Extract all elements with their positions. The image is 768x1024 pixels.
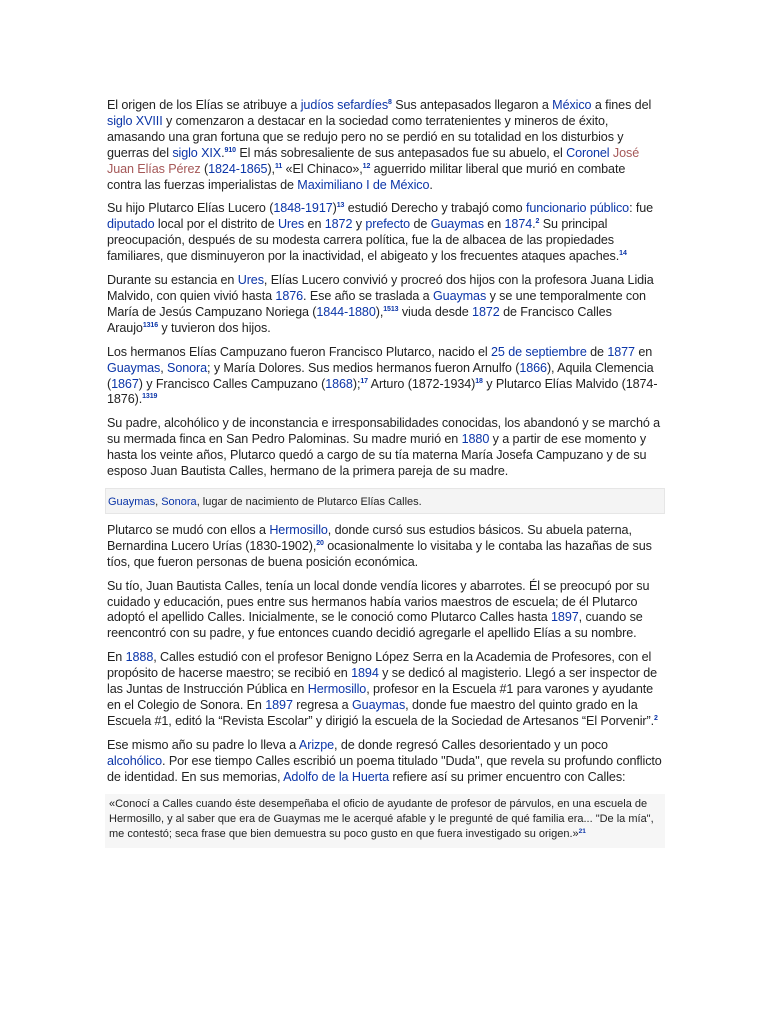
text: . xyxy=(221,145,225,160)
link-1897[interactable]: 1897 xyxy=(265,698,293,712)
text: ), Aquila Clemencia ( xyxy=(107,360,654,391)
paragraph-father xyxy=(107,201,663,265)
text: viuda desde xyxy=(398,304,473,319)
citation-17[interactable]: 17 xyxy=(360,377,368,385)
paragraph-ures xyxy=(107,273,663,337)
text: . xyxy=(429,177,433,192)
link-1868[interactable]: 1868 xyxy=(325,376,353,391)
link-1874[interactable]: 1874 xyxy=(504,217,533,232)
text: En xyxy=(107,650,126,665)
citation-13[interactable]: 13 xyxy=(336,202,345,210)
text: ); xyxy=(352,376,361,391)
link-guaymas[interactable]: Guaymas xyxy=(430,217,484,232)
link-1876[interactable]: 1876 xyxy=(275,288,304,303)
text: Su principal preocupación, después de su modesta carrera política, fue la de albacea de las propiedades familiares, que disminuyeron por la inactividad, el abigeato y los frecuentes ataques apaches. xyxy=(107,217,620,264)
text: «El Chinaco», xyxy=(282,161,363,176)
link-siglo-xix[interactable]: siglo XIX xyxy=(172,145,222,160)
citation-1316[interactable]: 1316 xyxy=(142,321,158,329)
text: Ese mismo año su padre lo lleva a xyxy=(107,737,299,752)
text: ocasionalmente lo visitaba y le contaba las hazañas de sus tíos, que fueron personas de buena posición económica. xyxy=(107,538,652,569)
text: refiere así su primer encuentro con Calles: xyxy=(389,769,626,784)
text: de xyxy=(410,217,431,232)
text: aguerrido militar liberal que murió en combate contra las fuerzas imperialistas de xyxy=(107,161,626,192)
link-25-de-septiembre[interactable]: 25 de septiembre xyxy=(491,344,587,359)
text: , donde fue maestro del quinto grado en la Escuela #1, editó la “Revista Escolar” y dirigió la escuela de la Sociedad de Artesanos “El Porvenir”. xyxy=(107,698,655,728)
paragraph-abandonment xyxy=(107,416,663,480)
text: y comenzaron a destacar en la sociedad como terratenientes y mineros de éxito, amasando una gran fortuna que se redujo pero no se perdió en su totalidad en los disturbios y guerras del xyxy=(107,113,624,160)
text: ) y Francisco Calles Campuzano ( xyxy=(138,376,326,391)
text: de xyxy=(586,344,608,359)
text: , cuando se reencontró con su padre, y fue entonces cuando decidió agregarle el apellido Elías a su nombre. xyxy=(107,610,643,641)
link-guaymas[interactable]: Guaymas xyxy=(107,360,161,375)
text: : fue xyxy=(629,201,654,216)
text: y se dedicó al magisterio. Llegó a ser inspector de las Juntas de Instrucción Pública en xyxy=(107,666,658,697)
link-prefecto[interactable]: prefecto xyxy=(365,217,411,232)
citation-910[interactable]: 910 xyxy=(224,146,236,154)
link-1880[interactable]: 1880 xyxy=(461,432,490,447)
link-sonora[interactable]: Sonora xyxy=(167,360,208,375)
link-ures[interactable]: Ures xyxy=(237,273,264,288)
paragraph-siblings xyxy=(107,345,663,409)
text: . xyxy=(532,217,536,232)
link-1848-1917[interactable]: 1848-1917 xyxy=(273,201,333,216)
text: Sus antepasados llegaron a xyxy=(391,98,553,112)
text: a fines del xyxy=(591,98,652,112)
text: de Francisco Calles Araujo xyxy=(107,304,612,335)
link-1866[interactable]: 1866 xyxy=(519,360,547,375)
citation-11[interactable]: 11 xyxy=(274,162,283,170)
text: . Por ese tiempo Calles escribió un poema titulado "Duda", que revela su profundo conflicto de identidad. En sus memorias, xyxy=(107,753,662,784)
citation-8[interactable]: 8 xyxy=(388,99,392,106)
text: y a partir de ese momento y hasta los veinte años, Plutarco quedó a cargo de su tía materna María Josefa Campuzano y de su esposo Juan Bautista Calles, hermano de la primera pareja de su madre. xyxy=(107,432,647,479)
link-adolfo-de-la-huerta[interactable]: Adolfo de la Huerta xyxy=(283,769,390,784)
text: , de donde regresó Calles desorientado y un poco xyxy=(334,737,608,752)
citation-18[interactable]: 18 xyxy=(475,377,483,385)
link-1824-1865[interactable]: 1824-1865 xyxy=(208,161,268,176)
citation-2[interactable]: 2 xyxy=(535,218,540,226)
blockquote xyxy=(105,794,665,848)
link-guaymas[interactable]: Guaymas xyxy=(351,698,406,712)
link-maximiliano[interactable]: Maximiliano I de México xyxy=(297,177,430,192)
text: El más sobresaliente de sus antepasados fue su abuelo, el xyxy=(235,145,567,160)
link-1872[interactable]: 1872 xyxy=(472,304,500,319)
link-jose-juan-elias-perez[interactable]: José Juan Elías Pérez xyxy=(107,145,640,176)
text: Arturo (1872-1934) xyxy=(367,376,476,391)
citation-1513[interactable]: 1513 xyxy=(383,305,399,313)
link-coronel[interactable]: Coronel xyxy=(566,145,610,160)
citation-14[interactable]: 14 xyxy=(619,250,627,258)
link-1867[interactable]: 1867 xyxy=(111,376,139,391)
text: y tuvieron dos hijos. xyxy=(158,320,271,335)
article-body xyxy=(107,98,663,848)
link-1897[interactable]: 1897 xyxy=(551,610,579,625)
link-siglo-xviii[interactable]: siglo XVIII xyxy=(107,113,163,128)
text: y xyxy=(352,217,366,232)
text: Su padre, alcohólico y de inconstancia e irresponsabilidades conocidas, los abandonó y se marchó a su mermada finca en San Pedro Palominas. Su madre murió en xyxy=(107,416,661,447)
text: regresa a xyxy=(292,698,352,712)
text: Durante su estancia en xyxy=(107,273,238,288)
text: en xyxy=(634,344,653,359)
text: , xyxy=(160,360,168,375)
citation-2[interactable]: 2 xyxy=(654,714,658,722)
text: , xyxy=(155,495,162,508)
text: ; y María Dolores. Sus medios hermanos fueron Arnulfo ( xyxy=(207,360,520,375)
link-1888[interactable]: 1888 xyxy=(125,650,154,665)
citation-20[interactable]: 20 xyxy=(316,539,324,547)
text: , Calles estudió con el profesor Benigno López Serra en la Academia de Profesores, con el propósito de hacerse maestro; se recibió en xyxy=(107,650,652,681)
image-caption xyxy=(105,488,665,514)
link-1872[interactable]: 1872 xyxy=(324,217,353,232)
text: Plutarco se mudó con ellos a xyxy=(107,522,270,537)
citation-12[interactable]: 12 xyxy=(362,162,371,170)
text: Los hermanos Elías Campuzano fueron Francisco Plutarco, nacido el xyxy=(107,344,492,359)
link-mexico[interactable]: México xyxy=(552,98,592,112)
link-hermosillo[interactable]: Hermosillo xyxy=(269,522,328,537)
text: ) xyxy=(332,201,337,216)
text: en xyxy=(304,217,325,232)
link-sonora[interactable]: Sonora xyxy=(161,495,197,508)
link-guaymas[interactable]: Guaymas xyxy=(108,495,156,508)
link-1844-1880[interactable]: 1844-1880 xyxy=(316,304,376,319)
link-1894[interactable]: 1894 xyxy=(351,666,379,681)
citation-1319[interactable]: 1319 xyxy=(142,393,158,401)
link-diputado[interactable]: diputado xyxy=(107,217,155,232)
link-1877[interactable]: 1877 xyxy=(607,344,635,359)
paragraph-teacher xyxy=(107,650,663,730)
text: , profesor en la Escuela #1 para varones y ayudante en el Colegio de Sonora. En xyxy=(107,682,654,712)
paragraph-origin xyxy=(107,98,663,193)
text: ), xyxy=(267,161,275,176)
citation-21[interactable]: 21 xyxy=(578,827,586,835)
paragraph-arizpe xyxy=(107,738,663,786)
text: , donde cursó sus estudios básicos. Su abuela paterna, Bernardina Lucero Urías (1830-1902), xyxy=(107,522,632,553)
text: local por el distrito de xyxy=(154,217,278,232)
text: Su hijo Plutarco Elías Lucero ( xyxy=(107,201,274,216)
link-ures[interactable]: Ures xyxy=(277,217,305,232)
text: y Plutarco Elías Malvido (1874-1876). xyxy=(107,376,658,407)
text: estudió Derecho y trabajó como xyxy=(344,201,526,216)
link-hermosillo[interactable]: Hermosillo xyxy=(307,682,367,697)
link-guaymas[interactable]: Guaymas xyxy=(432,288,487,303)
text: ( xyxy=(200,161,209,176)
paragraph-uncle xyxy=(107,579,663,643)
text: y se une temporalmente con María de Jesús Campuzano Noriega ( xyxy=(107,288,646,319)
text: en xyxy=(483,217,505,232)
text: , Elías Lucero convivió y procreó dos hijos con la profesora Juana Lidia Malvido, con quien vivió hasta xyxy=(107,273,654,303)
link-funcionario-publico[interactable]: funcionario público xyxy=(525,201,630,216)
link-arizpe[interactable]: Arizpe xyxy=(298,737,335,752)
text: , lugar de nacimiento de Plutarco Elías Calles. xyxy=(196,495,422,508)
link-alcoholico[interactable]: alcohólico xyxy=(107,753,163,768)
text: ), xyxy=(375,304,384,319)
link-judios-sefardies[interactable]: judíos sefardíes xyxy=(300,98,389,112)
paragraph-hermosillo xyxy=(107,523,663,571)
text: Su tío, Juan Bautista Calles, tenía un local donde vendía licores y abarrotes. Él se preocupó por su cuidado y educación, pues entre sus hermanos había varios maestros de escuela; de él Plutarco adoptó el apellido Calles. Inicialmente, se le conoció como Plutarco Calles hasta xyxy=(107,578,650,625)
quote-text: «Conocí a Calles cuando éste desempeñaba el oficio de ayudante de profesor de párvulos, en una escuela de Hermosillo, y al saber que era de Guaymas me le acerqué afable y le pregunté de qué familia era... "De la mía", me contestó; seca frase que bien demuestra su poco gusto en que fuera investigado su origen.» xyxy=(109,797,654,840)
text: . Ese año se traslada a xyxy=(303,288,433,303)
text: El origen de los Elías se atribuye a xyxy=(107,98,301,112)
